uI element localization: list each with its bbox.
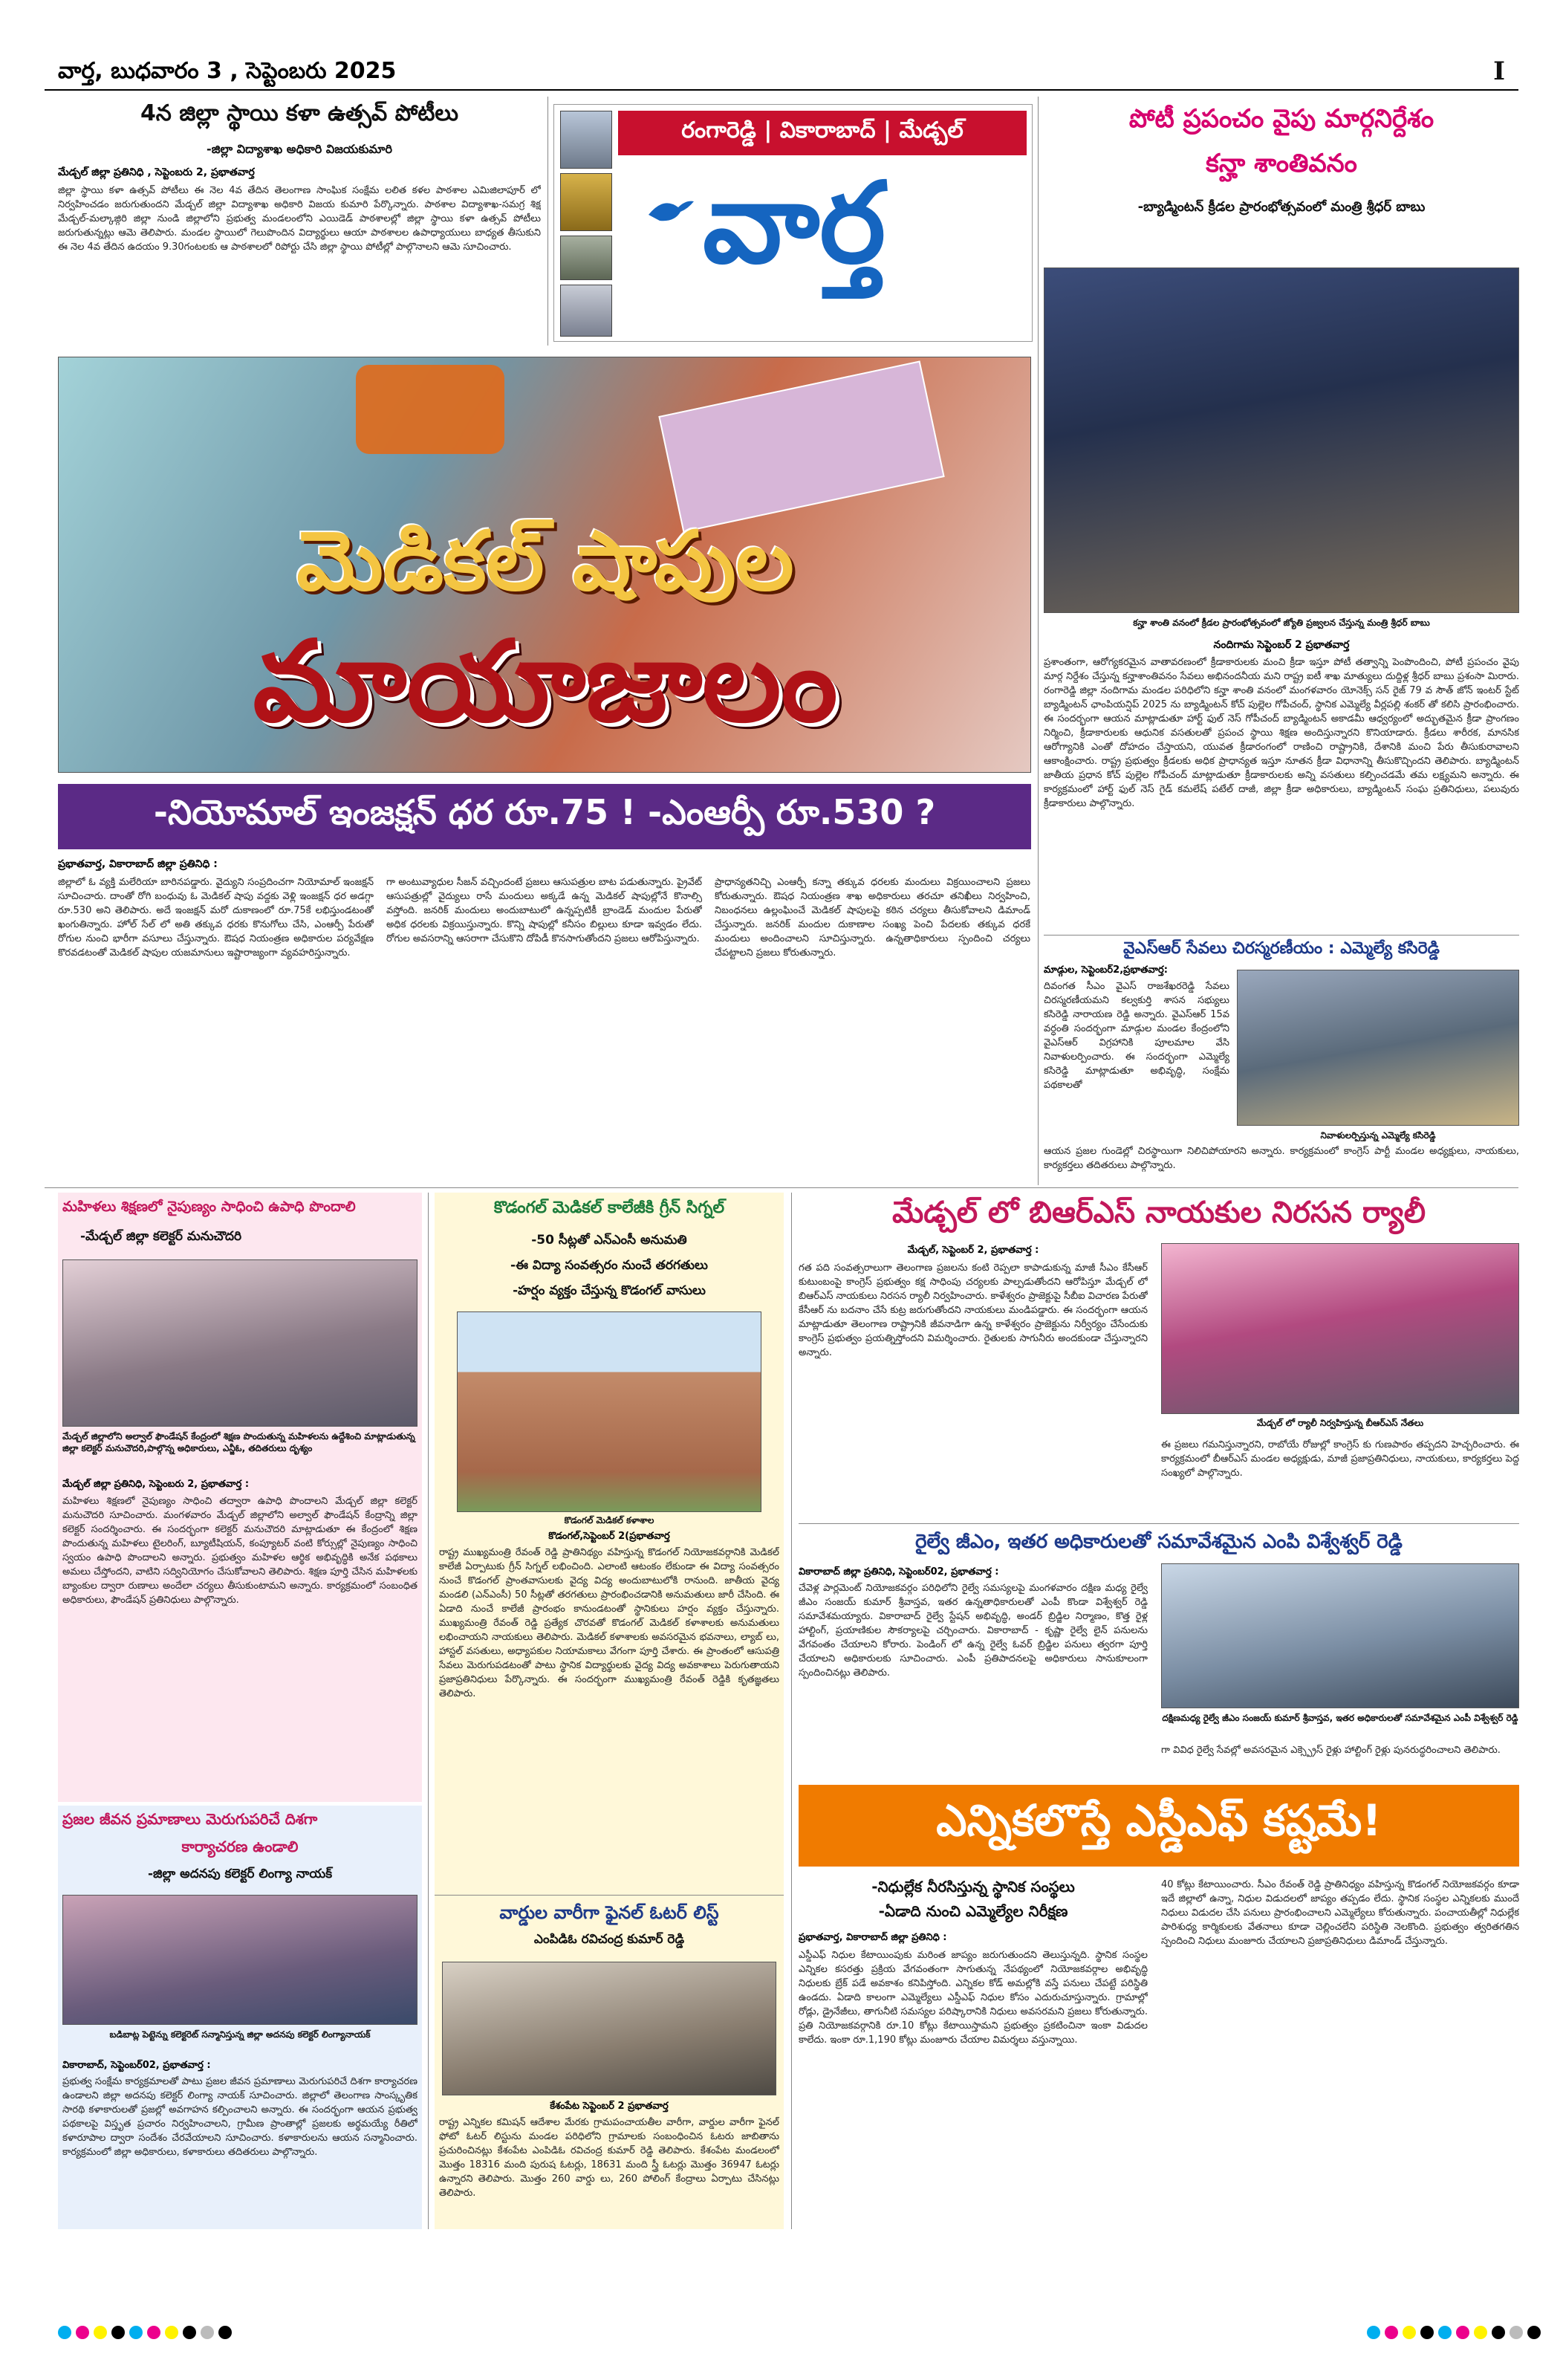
districts-label: రంగారెడ్డి | వికారాబాద్ | మేడ్చల్ (681, 117, 964, 143)
pharmacy-image (58, 357, 1031, 773)
registration-strip-left (58, 2326, 236, 2342)
tower-thumb (560, 285, 612, 337)
railway-headline: రైల్వే జీఎం, ఇతర అధికారులతో సమావేశమైన ఎంపి విశ్వేశ్వర్ రెడ్డి (915, 1531, 1403, 1553)
lead-dateline: ప్రభాతవార్త, వికారాబాద్ జిల్లా ప్రతినిధి : (58, 858, 218, 870)
railway-body: చేవెళ్ల పార్లమెంట్ నియోజకవర్గం పరిధిలోని రైల్వే సమస్యలపై మంగళవారం దక్షిణ మధ్య రైల్వే జీఎం సంజయ్ కుమార్ శ్రీవాస్తవ, ఇతర ఉన్నతాధికారులతో ఎంపీ కొండా విశ్వేశ్వర్ రెడ్డి సమావేశమయ్యారు. వికారాబాద్ రైల్వే స్టేషన్ అభివృద్ధి, అండర్ బ్రిడ్జిల నిర్మాణం, కొత్త రైళ్ల హాల్టింగ్, ప్రయాణికుల సౌకర్యాలపై చర్చించారు. వికారాబాద్ - కృష్ణా రైల్వే లైన్ పనులను వేగవంతం చేయాలని కోరారు. పెండింగ్ లో ఉన్న రైల్వే ఓవర్ బ్రిడ్జిల పనులు త్వరగా పూర్తి చేయాలని అధికారులకు సూచించారు. ఎంపీ ప్రతిపాదనలపై అధికారులు సానుకూలంగా స్పందించినట్లు తెలిపారు. (799, 1583, 1148, 1679)
sports-photo-caption: కన్హా శాంతి వనంలో క్రీడల ప్రారంభోత్సవంలో జ్యోతి ప్రజ్వలన చేస్తున్న మంత్రి శ్రీధర్ బాబు (1133, 617, 1430, 628)
story-women (58, 1193, 422, 1802)
fold-rule (45, 1187, 1518, 1188)
col-rule-2 (1038, 97, 1039, 1185)
brs-headline: మేడ్చల్ లో బిఆర్ఎస్ నాయకుల నిరసన ర్యాలీ (891, 1196, 1426, 1230)
story-medical-college (435, 1193, 784, 2229)
page-number: I (1493, 56, 1505, 86)
art-fest-subhead: -జిల్లా విద్యాశాఖ అధికారి విజయకుమారి (207, 142, 392, 156)
sdf-subhead-1: -నిధుల్లేక నీరసిస్తున్న స్థానిక సంస్థలు (871, 1878, 1075, 1896)
collector-photo-caption: బడిబాట్ల పెట్టెన్ను కలెక్టరెట్ సన్మానిస్తున్న జిల్లా అదనపు కలెక్టర్ లింగ్యానాయక్ (109, 2029, 371, 2040)
voter-divider (435, 1895, 784, 1896)
story-railway (799, 1528, 1519, 1780)
cash-notes-icon (658, 360, 944, 532)
lead-body-col2: గా అంటువ్యాధుల సీజన్ వచ్చిందంటే ప్రజలు ఆసుపత్రుల బాట పడుతున్నారు. ప్రైవేట్ ఆసుపత్రుల్లో వైద్యులు రాసే మందులు అక్కడే ఉన్న మెడికల్ షాపుల్లోనే కొనాల్సి వస్తోంది. జనరిక్ మందులు అందుబాటులో ఉన్నప్పటికీ బ్రాండెడ్ మందుల పేరుతో అధిక ధరలకు విక్రయిస్తున్నారు. కొన్ని షాపుల్లో కనీసం బిల్లులు కూడా ఇవ్వడం లేదు. రోగుల అవసరాన్ని ఆసరాగా చేసుకొని దోపిడీ కొనసాగుతోందని ప్రజలు ఆరోపిస్తున్నారు. (386, 877, 702, 944)
lead-body-col1: జిల్లాలో ఓ వ్యక్తి మలేరియా బారినపడ్డారు. వైద్యుని సంప్రదించగా నియోమాల్ ఇంజక్షన్ సూచించారు. దాంతో రోగి బంధువు ఓ మెడికల్ షాపు వద్దకు వెళ్లి ఇంజక్షన్ ధర అడగ్గా రూ.530 అని తెలిపారు. అదే ఇంజక్షన్ మరో దుకాణంలో రూ.75కే లభిస్తుండటంతో ఖంగుతిన్నారు. హోల్ సేల్ లో అతి తక్కువ ధరకు కొనుగోలు చేసి, ఎంఆర్పీ పేరుతో రోగుల నుంచి భారీగా వసూలు చేస్తున్నారు. ఔషధ నియంత్రణ అధికారుల పర్యవేక్షణ కొరవడటంతో మెడికల్ షాపుల యజమానులు ఇష్టారాజ్యంగా వ్యవహరిస్తున్నారు. (58, 877, 374, 959)
voter-body: రాష్ట్ర ఎన్నికల కమిషన్ ఆదేశాల మేరకు గ్రామపంచాయతీల వారీగా, వార్డుల వారీగా ఫైనల్ ఫోటో ఓటర్ లిస్టును మండల పరిధిలోని గ్రామాలకు సంబంధించిన ఓటరు జాబితాను ప్రచురించినట్లు కేశంపేట ఎంపిడిఓ రవిచంద్ర కుమార్ రెడ్డి తెలిపారు. కేశంపేట మండలంలో మొత్తం 18316 మంది పురుష ఓటర్లు, 18631 మంది స్త్రీ ఓటర్లు మొత్తం 36947 ఓటర్లు ఉన్నారని తెలిపారు. మొత్తం 260 వార్డు లు, 260 పోలింగ్ కేంద్రాలు ఏర్పాటు చేసినట్లు తెలిపారు. (439, 2117, 779, 2199)
story-sports (1044, 104, 1519, 1181)
brs-photo (1161, 1243, 1519, 1414)
collector-subhead: -జిల్లా అదనపు కలెక్టర్ లింగ్యా నాయక్ (147, 1867, 333, 1881)
date-line: వార్త, బుధవారం 3 , సెప్టెంబరు 2025 (58, 58, 397, 84)
sports-headline-1: పోటీ ప్రపంచం వైపు మార్గనిర్దేశం (1128, 104, 1434, 134)
collector-headline-2: కార్యాచరణ ఉండాలి (181, 1838, 299, 1855)
women-subhead: -మేడ్చల్ జిల్లా కలెక్టర్ మనుచౌదరి (80, 1229, 242, 1244)
women-dateline: మేడ్చల్ జిల్లా ప్రతినిధి, సెప్టెంబరు 2, ప్రభాతవార్త : (62, 1479, 250, 1490)
art-fest-body: జిల్లా స్థాయి కళా ఉత్సవ్ పోటీలు ఈ నెల 4వ తేదిన తెలంగాణ సాంఘిక సంక్షేమ లలిత కళల పాఠశాల ఎమిజిలాపూర్ లో నిర్వహించడం జరుగుతుందని మేడ్చల్ జిల్లా విద్యాశాఖ అధికారి విజయ కుమారి పేర్కొన్నారు. పాఠశాల విద్యాశాఖ-సమగ్ర శిక్ష మేడ్చల్-మల్కాజ్గిరి జిల్లా నుండి జిల్లాలోని ప్రభుత్వ మండలంలోని ఎయిడెడ్ పాఠశాలల్లో జిల్లా స్థాయి కళా ఉత్సవ్ పోటీలు జరుగుతున్నట్లు ఆమె తెలిపారు. మండల స్థాయిలో గెలుపొందిన విద్యార్థులు ఆయా పాఠశాలల ఉపాధ్యాయులు బాధ్యత తీసుకుని ఈ నెల 4వ తేదిన ఉదయం 9.30గంటలకు ఆ పాఠశాలలో రిపోర్టు చేసి జిల్లా స్థాయి పోటీల్లో పాల్గొనాలని ఆమె సూచించారు. (58, 185, 541, 253)
col-rule-1 (547, 97, 548, 346)
railway-body-bottom: గా వివిధ రైల్వే సేవల్లో అవసరమైన ఎక్స్ప్రెస్ రైళ్లు హాల్టింగ్ రైళ్లు పునరుద్ధరించాలని తెలిపారు. (1161, 1745, 1501, 1756)
story-collector (58, 1806, 422, 2229)
ysr-body-left: దివంగత సీఎం వైఎస్ రాజశేఖరరెడ్డి సేవలు చిరస్మరణీయమని కల్వకుర్తి శాసన సభ్యులు కసిరెడ్డి నారాయణ రెడ్డి అన్నారు. వైఎస్ఆర్ 15వ వర్ధంతి సందర్భంగా మాడ్గుల మండల కేంద్రంలోని వైఎస్ఆర్ విగ్రహానికి పూలమాల వేసి నివాళులర్పించారు. ఈ సందర్భంగా ఎమ్మెల్యే కసిరెడ్డి మాట్లాడుతూ అభివృద్ధి, సంక్షేమ పథకాలతో (1044, 981, 1229, 1091)
college-bullet-1: -50 సీట్లతో ఎన్ఎంసీ అనుమతి (531, 1233, 687, 1248)
college-bullet-2: -ఈ విద్యా సంవత్సరం నుంచే తరగతులు (510, 1258, 708, 1273)
ysr-body-bottom: ఆయన ప్రజల గుండెల్లో చిరస్థాయిగా నిలిచిపోయారని అన్నారు. కార్యక్రమంలో కాంగ్రెస్ పార్టీ మండల అధ్యక్షులు, నాయకులు, కార్యకర్తలు తదితరులు పాల్గొన్నారు. (1044, 1146, 1519, 1171)
story-brs (799, 1193, 1519, 1520)
ysr-dateline: మాడ్గుల, సెప్టెంబర్2,ప్రభాతవార్త: (1044, 964, 1168, 976)
women-photo (62, 1259, 417, 1427)
women-headline: మహిళలు శిక్షణలో నైపుణ్యం సాధించి ఉపాధి పొందాలి (62, 1199, 356, 1215)
sdf-banner (799, 1785, 1519, 1867)
sports-divider (1044, 935, 1519, 936)
ysr-photo-caption: నివాళులర్పిస్తున్న ఎమ్మెల్యే కసిరెడ్డి (1320, 1130, 1436, 1141)
story-art-fest (58, 100, 541, 342)
ysr-photo (1237, 970, 1519, 1126)
women-body: మహిళలు శిక్షణలో నైపుణ్యం సాధించి తద్వారా ఉపాధి పొందాలని మేడ్చల్ జిల్లా కలెక్టర్ మనుచౌదరి సూచించారు. మంగళవారం మేడ్చల్ జిల్లాలోని అల్వాల్ ఫౌండేషన్ కేంద్రాన్ని జిల్లా కలెక్టర్ సందర్శించారు. ఈ సందర్భంగా కలెక్టర్ మనుచౌదరి మాట్లాడుతూ ఈ కేంద్రంలో శిక్షణ పొందుతున్న మహిళలు టైలరింగ్, బ్యూటీషియన్, కంప్యూటర్ వంటి కోర్సుల్లో నైపుణ్యం సాధించి స్వయం ఉపాధి పొందాలని అన్నారు. ప్రభుత్వం మహిళల ఆర్థిక అభివృద్ధికి అనేక పథకాలు అమలు చేస్తోందని, వాటిని సద్వినియోగం చేసుకోవాలని తెలిపారు. శిక్షణ పూర్తి చేసిన మహిళలకు బ్యాంకుల ద్వారా రుణాలు అందేలా చర్యలు తీసుకుంటామని అన్నారు. కార్యక్రమంలో సంబంధిత అధికారులు, ఫౌండేషన్ ప్రతినిధులు పాల్గొన్నారు. (62, 1496, 417, 1606)
railway-photo (1161, 1563, 1519, 1708)
lead-headline-1: మెడికల్ షాపుల (296, 513, 794, 609)
college-bullet-3: -హర్షం వ్యక్తం చేస్తున్న కొడంగల్ వాసులు (513, 1283, 706, 1298)
sports-headline-2: కన్హా శాంతివనం (1206, 149, 1357, 178)
collector-headline-1: ప్రజల జీవన ప్రమాణాలు మెరుగుపరిచే దిశగా (62, 1810, 318, 1828)
brs-photo-caption: మేడ్చల్ లో ర్యాలీ నిర్వహిస్తున్న బీఆర్ఎస్ నేతలు (1256, 1418, 1424, 1428)
voter-subhead: ఎంపిడిఓ రవిచంద్ర కుమార్ రెడ్డి (533, 1932, 685, 1947)
college-photo-caption: కొడంగల్ మెడికల్ కళాశాల (564, 1515, 654, 1525)
masthead (45, 52, 1518, 89)
collector-photo (62, 1895, 417, 2025)
collector-body: ప్రభుత్వ సంక్షేమ కార్యక్రమాలతో పాటు ప్రజల జీవన ప్రమాణాలు మెరుగుపరిచే దిశగా కార్యాచరణ ఉండాలని జిల్లా అదనపు కలెక్టర్ లింగ్యా నాయక్ సూచించారు. జిల్లాలో తెలంగాణ సాంస్కృతిక సారథి కళాకారులతో ప్రజల్లో అవగాహన కల్పించాలని అన్నారు. ఈ సందర్భంగా ఆయన ప్రభుత్వ పథకాలపై విస్తృత ప్రచారం నిర్వహించాలని, గ్రామీణ ప్రాంతాల్లో ప్రజలకు అర్థమయ్యే రీతిలో కళారూపాల ద్వారా సందేశం చేరవేయాలని సూచించారు. కళాకారులను ఆయన సన్మానించారు. కార్యక్రమంలో జిల్లా అధికారులు, కళాకారులు తదితరులు పాల్గొన్నారు. (62, 2076, 417, 2158)
lead-tagline-bar (58, 784, 1031, 849)
story-sdf (799, 1785, 1519, 2231)
ysr-headline: వైఎస్ఆర్ సేవలు చిరస్మరణీయం : ఎమ్మెల్యే కసిరెడ్డి (1123, 939, 1440, 958)
college-headline: కొడంగల్ మెడికల్ కాలేజీకి గ్రీన్ సిగ్నల్ (493, 1199, 725, 1217)
women-photo-caption: మేడ్చల్ జిల్లాలోని అల్వాల్ ఫౌండేషన్ కేంద్రంలో శిక్షణ పొందుతున్న మహిళలను ఉద్దేశించి మాట్లాడుతున్న జిల్లా కలెక్టర్ మనుచౌదరి,పాల్గొన్న అధికారులు, ఎన్జీఓ, తదితరులు దృశ్యం (62, 1431, 415, 1453)
temple-thumb (560, 111, 612, 169)
sdf-body-right: 40 కోట్లు కేటాయించారు. సీఎం రేవంత్ రెడ్డి ప్రాతినిధ్యం వహిస్తున్న కొడంగల్ నియోజకవర్గం కూడా ఇదే జిల్లాలో ఉన్నా, నిధుల విడుదలలో జాప్యం తప్పడం లేదు. స్థానిక సంస్థల ఎన్నికలకు ముందే నిధులు విడుదల చేసి పనులు ప్రారంభించాలని ఎమ్మెల్యేలు కోరుతున్నారు. పంచాయతీల్లో నిధుల్లేక పారిశుధ్య కార్మికులకు వేతనాలు కూడా చెల్లించలేని పరిస్థితి నెలకొంది. ప్రభుత్వం త్వరితగతిన స్పందించి నిధులు మంజూరు చేయాలని ప్రజాప్రతినిధులు డిమాండ్ చేస్తున్నారు. (1161, 1879, 1519, 1947)
sports-dateline: నందిగామ సెప్టెంబర్ 2 ప్రభాతవార్త (1213, 639, 1350, 651)
idol-thumb (560, 173, 612, 231)
lead-story (58, 357, 1031, 1181)
wartha-logo: వార్త (703, 159, 886, 288)
brs-body-right: ఈ ప్రజలు గమనిస్తున్నారని, రాబోయే రోజుల్లో కాంగ్రెస్ కు గుణపాఠం తప్పదని హెచ్చరించారు. ఈ కార్యక్రమంలో బీఆర్ఎస్ మండల అధ్యక్షుడు, మాజీ ప్రజాప్రతినిధులు, నాయకులు, కార్యకర్తలు పెద్ద సంఖ్యలో పాల్గొన్నారు. (1161, 1439, 1519, 1479)
railway-photo-caption: దక్షిణమధ్య రైల్వే జీఎం సంజయ్ కుమార్ శ్రీవాస్తవ, ఇతర అధికారులతో సమావేశమైన ఎంపీ విశ్వేశ్వర్ రెడ్డి (1162, 1713, 1518, 1723)
fort-thumb (560, 236, 612, 280)
sdf-dateline: ప్రభాతవార్త, వికారాబాద్ జిల్లా ప్రతినిధి : (799, 1932, 947, 1943)
art-fest-headline: 4న జిల్లా స్థాయి కళా ఉత్సవ్ పోటీలు (140, 100, 459, 126)
pill-bottle-icon (356, 365, 504, 454)
college-dateline: కొడంగల్,సెప్టెంబర్ 2(ప్రభాతవార్త (548, 1531, 670, 1542)
col-rule-4 (791, 1193, 792, 2229)
lead-headline-2: మాయాజాలం (253, 617, 838, 747)
brs-dateline: మేడ్చల్, సెప్టెంబర్ 2, ప్రభాతవార్త : (907, 1245, 1039, 1256)
lead-tagline: -నియోమాల్ ఇంజక్షన్ ధర రూ.75 ! -ఎంఆర్పీ రూ.530 ? (153, 792, 936, 832)
dove-icon (645, 192, 697, 230)
voter-dateline: కేశంపేట సెప్టెంబర్ 2 ప్రభాతవార్త (550, 2101, 669, 2112)
collector-dateline: వికారాబాద్, సెప్టెంబర్02, ప్రభాతవార్త : (62, 2060, 211, 2071)
col-rule-3 (428, 1193, 429, 2229)
voter-photo (442, 1962, 776, 2095)
lead-body-col3: ప్రాధాన్యతనిచ్చి ఎంఆర్పీ కన్నా తక్కువ ధరలకు మందులు విక్రయించాలని ప్రజలు కోరుతున్నారు. ఔషధ నియంత్రణ శాఖ అధికారులు తరచూ తనిఖీలు నిర్వహించి, నిబంధనలు ఉల్లంఘించే మెడికల్ షాపులపై కఠిన చర్యలు తీసుకోవాలని డిమాండ్ చేస్తున్నారు. జనరిక్ మందుల దుకాణాల సంఖ్య పెంచి పేదలకు తక్కువ ధరకే మందులు అందించాలని సూచిస్తున్నారు. ఉన్నతాధికారులు స్పందించి చర్యలు చేపట్టాలని ప్రజలు కోరుతున్నారు. (715, 877, 1030, 959)
sports-body: ప్రశాంతంగా, ఆరోగ్యకరమైన వాతావరణంలో క్రీడాకారులకు మంచి క్రీడా ఇస్తూ పోటీ తత్వాన్ని పెంపొందించి, పోటీ ప్రపంచం వైపు మార్గ నిర్దేశం చేస్తున్న కన్హాశాంతివనం సేవలు అభినందనీయ మని రాష్ట్ర ఐటీ శాఖ మాత్యులు దుద్దిళ్ల శ్రీధర్ బాబు ప్రశంసా మిరారు. రంగారెడ్డి జిల్లా నందిగామ మండల పరిధిలోని కన్హా శాంతి వనంలో మంగళవారం యోనెక్స్ సన్ రైజ్ 79 వ సౌత్ జోన్ ఇంటర్ స్టేట్ బ్యాడ్మింటన్ ఛాంపియన్షిప్ 2025 ను బ్యాడ్మింటన్ కోచ్ పుల్లెల గోపీచంద్, స్థానిక ఎమ్మెల్యే వీర్లపల్లి శంకర్ తో కలిసి ప్రారంభించారు. ఈ సందర్భంగా ఆయన మాట్లాడుతూ హార్ట్ ఫుల్ నెస్ గోపీచంద్ బ్యాడ్మింటన్ అకాడమీ ఆధ్వర్యంలో అద్భుతమైన క్రీడా ప్రాంగణం నిర్మించి, క్రీడాకారులకు ఆధునిక వసతులతో ప్రపంచ స్థాయి శిక్షణ అందిస్తున్నారని కొనియాడారు. క్రీడలు శారీరక, మానసిక ఆరోగ్యానికి ఎంతో దోహదం చేస్తాయని, యువత క్రీడారంగంలో రాణించి రాష్ట్రానికి, దేశానికి మంచి పేరు తీసుకురావాలని ఆకాంక్షించారు. రాష్ట్ర ప్రభుత్వం క్రీడలకు అధిక ప్రాధాన్యత ఇస్తూ నూతన క్రీడా విధానాన్ని తీసుకొచ్చిందని తెలిపారు. బ్యాడ్మింటన్ జాతీయ ప్రధాన కోచ్ పుల్లెల గోపీచంద్ మాట్లాడుతూ క్రీడాకారులకు అన్ని వసతులు కల్పించడమే తమ లక్ష్యమని అన్నారు. ఈ కార్యక్రమంలో హార్ట్ ఫుల్ నెస్ గైడ్ కమలేష్ పటేల్ దాజీ, జిల్లా క్రీడా అధికారులు, బ్యాడ్మింటన్ సంఘ ప్రతినిధులు, పలువురు క్రీడాకారులు పాల్గొన్నారు. (1044, 657, 1519, 809)
brs-body-left: గత పది సంవత్సరాలుగా తెలంగాణ ప్రజలను కంటి రెప్పలా కాపాడుకున్న మాజీ సీఎం కేసీఆర్ కుటుంబంపై కాంగ్రెస్ ప్రభుత్వం కక్ష సాధింపు చర్యలకు పాల్పడుతోందని ఆరోపిస్తూ మేడ్చల్ లో బిఆర్ఎస్ నాయకులు నిరసన ర్యాలీ నిర్వహించారు. కాళేశ్వరం ప్రాజెక్టుపై సీబీఐ విచారణ పేరుతో కేసీఆర్ ను బదనాం చేసే కుట్ర జరుగుతోందని నాయకులు మండిపడ్డారు. ఈ సందర్భంగా ఆయన మాట్లాడుతూ తెలంగాణ రాష్ట్రానికి జీవనాడిగా ఉన్న కాళేశ్వరం ప్రాజెక్టును నిర్వీర్యం చేసేందుకు కాంగ్రెస్ ప్రభుత్వం ప్రయత్నిస్తోందని విమర్శించారు. రైతులకు సాగునీరు అందకుండా చేస్తున్నారని అన్నారు. (799, 1262, 1148, 1358)
masthead-rule (45, 89, 1518, 91)
sdf-body-left: ఎస్డీఎఫ్ నిధుల కేటాయింపుకు మరింత జాప్యం జరుగుతుందని తెలుస్తున్నది. స్థానిక సంస్థల ఎన్నికల కసరత్తు ప్రక్రియ వేగవంతంగా సాగుతున్న నేపథ్యంలో నియోజకవర్గాల అభివృద్ధి నిధులకు బ్రేక్ పడే అవకాశం కనిపిస్తోంది. ఎన్నికల కోడ్ అమల్లోకి వస్తే పనులు చేపట్టే పరిస్థితి ఉండదు. ఏడాది కాలంగా ఎమ్మెల్యేలు ఎస్డీఎఫ్ నిధుల కోసం ఎదురుచూస్తున్నారు. గ్రామాల్లో రోడ్లు, డ్రైనేజీలు, తాగునీటి సమస్యల పరిష్కారానికి నిధులు అవసరమని ప్రజలు కోరుతున్నారు. ప్రతి నియోజకవర్గానికి రూ.10 కోట్లు కేటాయిస్తామని ప్రభుత్వం ప్రకటించినా ఇంకా విడుదల కాలేదు. ఇంకా రూ.1,190 కోట్లు మంజూరు చేయాల విమర్శలు వస్తున్నాయి. (799, 1950, 1148, 2046)
art-fest-dateline: మేడ్చల్ జిల్లా ప్రతినిధి , సెప్టెంబరు 2, ప్రభాతవార్త (58, 166, 255, 178)
college-photo (457, 1311, 761, 1512)
registration-strip-right (1367, 2326, 1545, 2342)
districts-strip (618, 111, 1027, 155)
railway-dateline: వికారాబాద్ జిల్లా ప్రతినిధి, సెప్టెంబర్02, ప్రభాతవార్త : (799, 1566, 999, 1578)
districts-banner (553, 104, 1033, 342)
voter-headline: వార్డుల వారీగా ఫైనల్ ఓటర్ లిస్ట్ (499, 1902, 719, 1923)
sdf-banner-text: ఎన్నికలొస్తే ఎస్డీఎఫ్ కష్టమే! (936, 1794, 1382, 1846)
sports-photo (1044, 267, 1519, 613)
sports-subhead: -బ్యాడ్మింటన్ క్రీడల ప్రారంభోత్సవంలో మంత్రి శ్రీధర్ బాబు (1137, 199, 1426, 215)
college-body: రాష్ట్ర ముఖ్యమంత్రి రేవంత్ రెడ్డి ప్రాతినిథ్యం వహిస్తున్న కొడంగల్ నియోజకవర్గానికి మెడికల్ కాలేజీ ఏర్పాటుకు గ్రీన్ సిగ్నల్ లభించింది. ఎలాంటి ఆటంకం లేకుండా ఈ విద్యా సంవత్సరం నుంచే కొడంగల్ ప్రాంతవాసులకు వైద్య విద్య అందుబాటులోకి రానుంది. జాతీయ వైద్య మండలి (ఎన్ఎంసీ) 50 సీట్లతో తరగతులు ప్రారంభించడానికి అనుమతులు జారీ చేసింది. ఈ ఏడాది నుంచే కాలేజీ ప్రారంభం కానుండటంతో స్థానికులు హర్షం వ్యక్తం చేస్తున్నారు. ముఖ్యమంత్రి రేవంత్ రెడ్డి ప్రత్యేక చొరవతో కొడంగల్ మెడికల్ కళాశాలకు అనుమతులు లభించాయని నాయకులు తెలిపారు. మెడికల్ కళాశాలకు అవసరమైన భవనాలు, ల్యాబ్ లు, హాస్టల్ వసతులు, అధ్యాపకుల నియామకాలు వేగంగా పూర్తి చేశారు. ఈ ప్రాంతంలో ఆసుపత్రి సేవలు మెరుగుపడటంతో పాటు స్థానిక విద్యార్థులకు వైద్య విద్య అవకాశాలు పెరుగుతాయని ప్రజాప్రతినిధులు పేర్కొన్నారు. ఈ సందర్భంగా ముఖ్యమంత్రి రేవంత్ రెడ్డికి కృతజ్ఞతలు తెలిపారు. (439, 1547, 779, 1699)
brs-divider (799, 1523, 1519, 1524)
sdf-subhead-2: -ఏడాది నుంచి ఎమ్మెల్యేల నిరీక్షణ (878, 1902, 1068, 1920)
